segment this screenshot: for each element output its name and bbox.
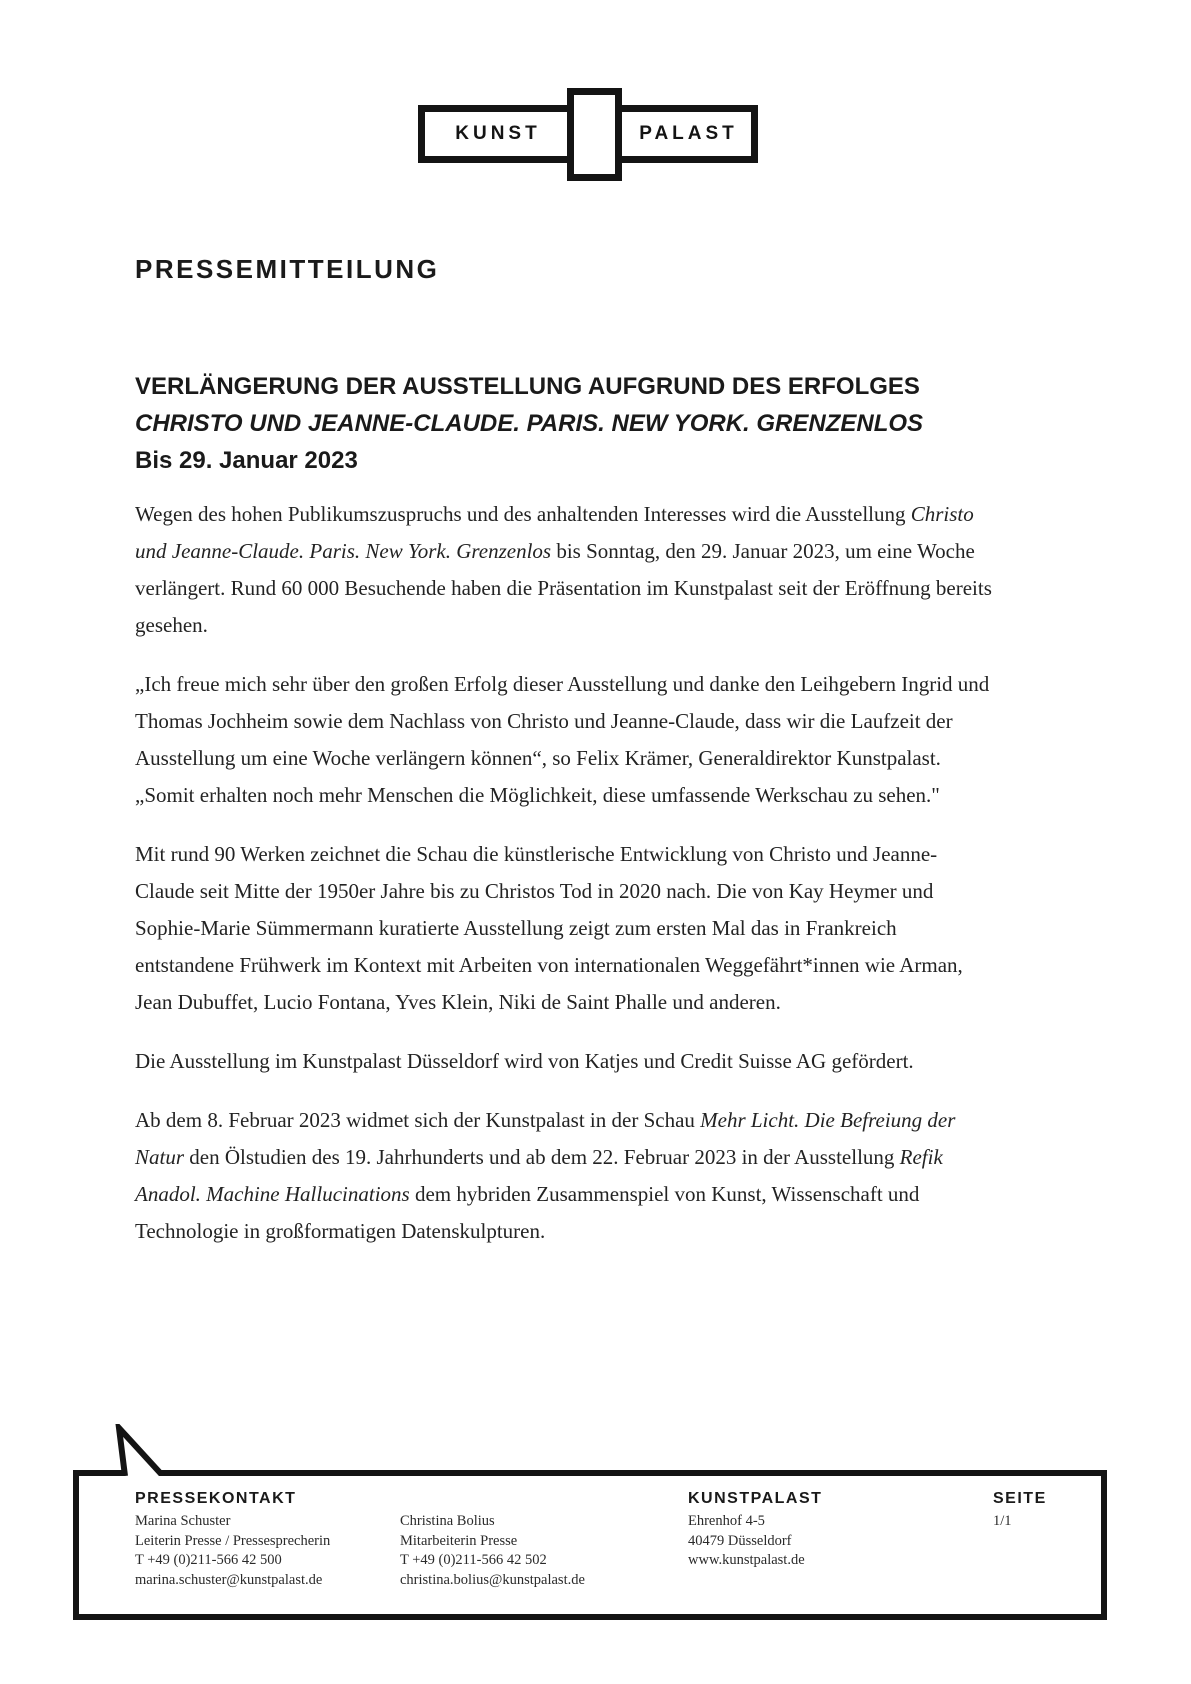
contact-name: Marina Schuster	[135, 1513, 231, 1529]
body-copy	[135, 496, 993, 1272]
contact-phone: T +49 (0)211-566 42 502	[400, 1552, 547, 1568]
footer-heading-pressekontakt: PRESSEKONTAKT	[135, 1490, 297, 1507]
footer-speech-bubble-tail-icon	[110, 1424, 172, 1476]
museum-address-street: Ehrenhof 4-5	[688, 1513, 765, 1529]
footer-museum-address-column	[688, 1490, 822, 1571]
museum-website: www.kunstpalast.de	[688, 1552, 805, 1568]
footer-heading-kunstpalast: KUNSTPALAST	[688, 1490, 823, 1507]
footer-heading-seite: SEITE	[993, 1490, 1047, 1507]
footer-page-number-column	[993, 1490, 1047, 1532]
contact-email: christina.bolius@kunstpalast.de	[400, 1571, 585, 1588]
contact-name: Christina Bolius	[400, 1513, 495, 1529]
kunstpalast-logo	[418, 88, 758, 181]
headline-block	[135, 368, 1035, 479]
contact-role: Leiterin Presse / Pressesprecherin	[135, 1532, 331, 1549]
contact-email: marina.schuster@kunstpalast.de	[135, 1571, 323, 1588]
headline-line1: VERLÄNGERUNG DER AUSSTELLUNG AUFGRUND DES ERFOLGES	[135, 373, 920, 400]
paragraph-1: Wegen des hohen Publikumszuspruchs und des anhaltenden Interesses wird die Ausstellung Christo und Jeanne-Claude. Paris. New York. Grenzenlos bis Sonntag, den 29. Januar 2023, um eine Woche verlängert. Rund 60 000 Besuchende haben die Präsentation im Kunstpalast seit der Eröffnung bereits gesehen.	[135, 502, 992, 637]
paragraph-5-upcoming: Ab dem 8. Februar 2023 widmet sich der Kunstpalast in der Schau Mehr Licht. Die Befreiung der Natur den Ölstudien des 19. Jahrhunderts und ab dem 22. Februar 2023 in der Ausstellung Refik Anadol. Machine Hallucinations dem hybriden Zusammenspiel von Kunst, Wissenschaft und Technologie in großformatigen Datenskulpturen.	[135, 1108, 956, 1243]
page-number: 1/1	[993, 1513, 1012, 1529]
contact-role: Mitarbeiterin Presse	[400, 1532, 518, 1549]
paragraph-3: Mit rund 90 Werken zeichnet die Schau die künstlerische Entwicklung von Christo und Jeanne-Claude seit Mitte der 1950er Jahre bis zu Christos Tod in 2020 nach. Die von Kay Heymer und Sophie-Marie Sümmermann kuratierte Ausstellung zeigt zum ersten Mal das in Frankreich entstandene Frühwerk im Kontext mit Arbeiten von internationalen Weggefährt*innen wie Arman, Jean Dubuffet, Lucio Fontana, Yves Klein, Niki de Saint Phalle und anderen.	[135, 842, 963, 1014]
paragraph-4-sponsors: Die Ausstellung im Kunstpalast Düsseldorf wird von Katjes und Credit Suisse AG gefördert.	[135, 1049, 914, 1073]
logo-right-cell	[622, 112, 751, 156]
headline-line2-exhibition-title: CHRISTO UND JEANNE-CLAUDE. PARIS. NEW YORK. GRENZENLOS	[135, 410, 924, 437]
logo-word-kunst: KUNST	[455, 123, 541, 144]
footer-press-contact-column	[135, 1490, 330, 1590]
logo-vertical-frame	[567, 88, 622, 181]
museum-address-city: 40479 Düsseldorf	[688, 1532, 792, 1549]
paragraph-2-quote: „Ich freue mich sehr über den großen Erfolg dieser Ausstellung und danke den Leihgebern Ingrid und Thomas Jochheim sowie dem Nachlass von Christo und Jeanne-Claude, dass wir die Laufzeit der Ausstellung um eine Woche verlängern können“, so Felix Krämer, Generaldirektor Kunstpalast. „Somit erhalten noch mehr Menschen die Möglichkeit, diese umfassende Werkschau zu sehen."	[135, 672, 990, 807]
logo-word-palast: PALAST	[639, 123, 738, 144]
headline-line3-date: Bis 29. Januar 2023	[135, 447, 358, 474]
contact-phone: T +49 (0)211-566 42 500	[135, 1552, 282, 1568]
logo-left-cell	[425, 112, 567, 156]
footer-press-contact-column-2	[400, 1490, 585, 1590]
document-kicker: PRESSEMITTEILUNG	[135, 254, 440, 284]
